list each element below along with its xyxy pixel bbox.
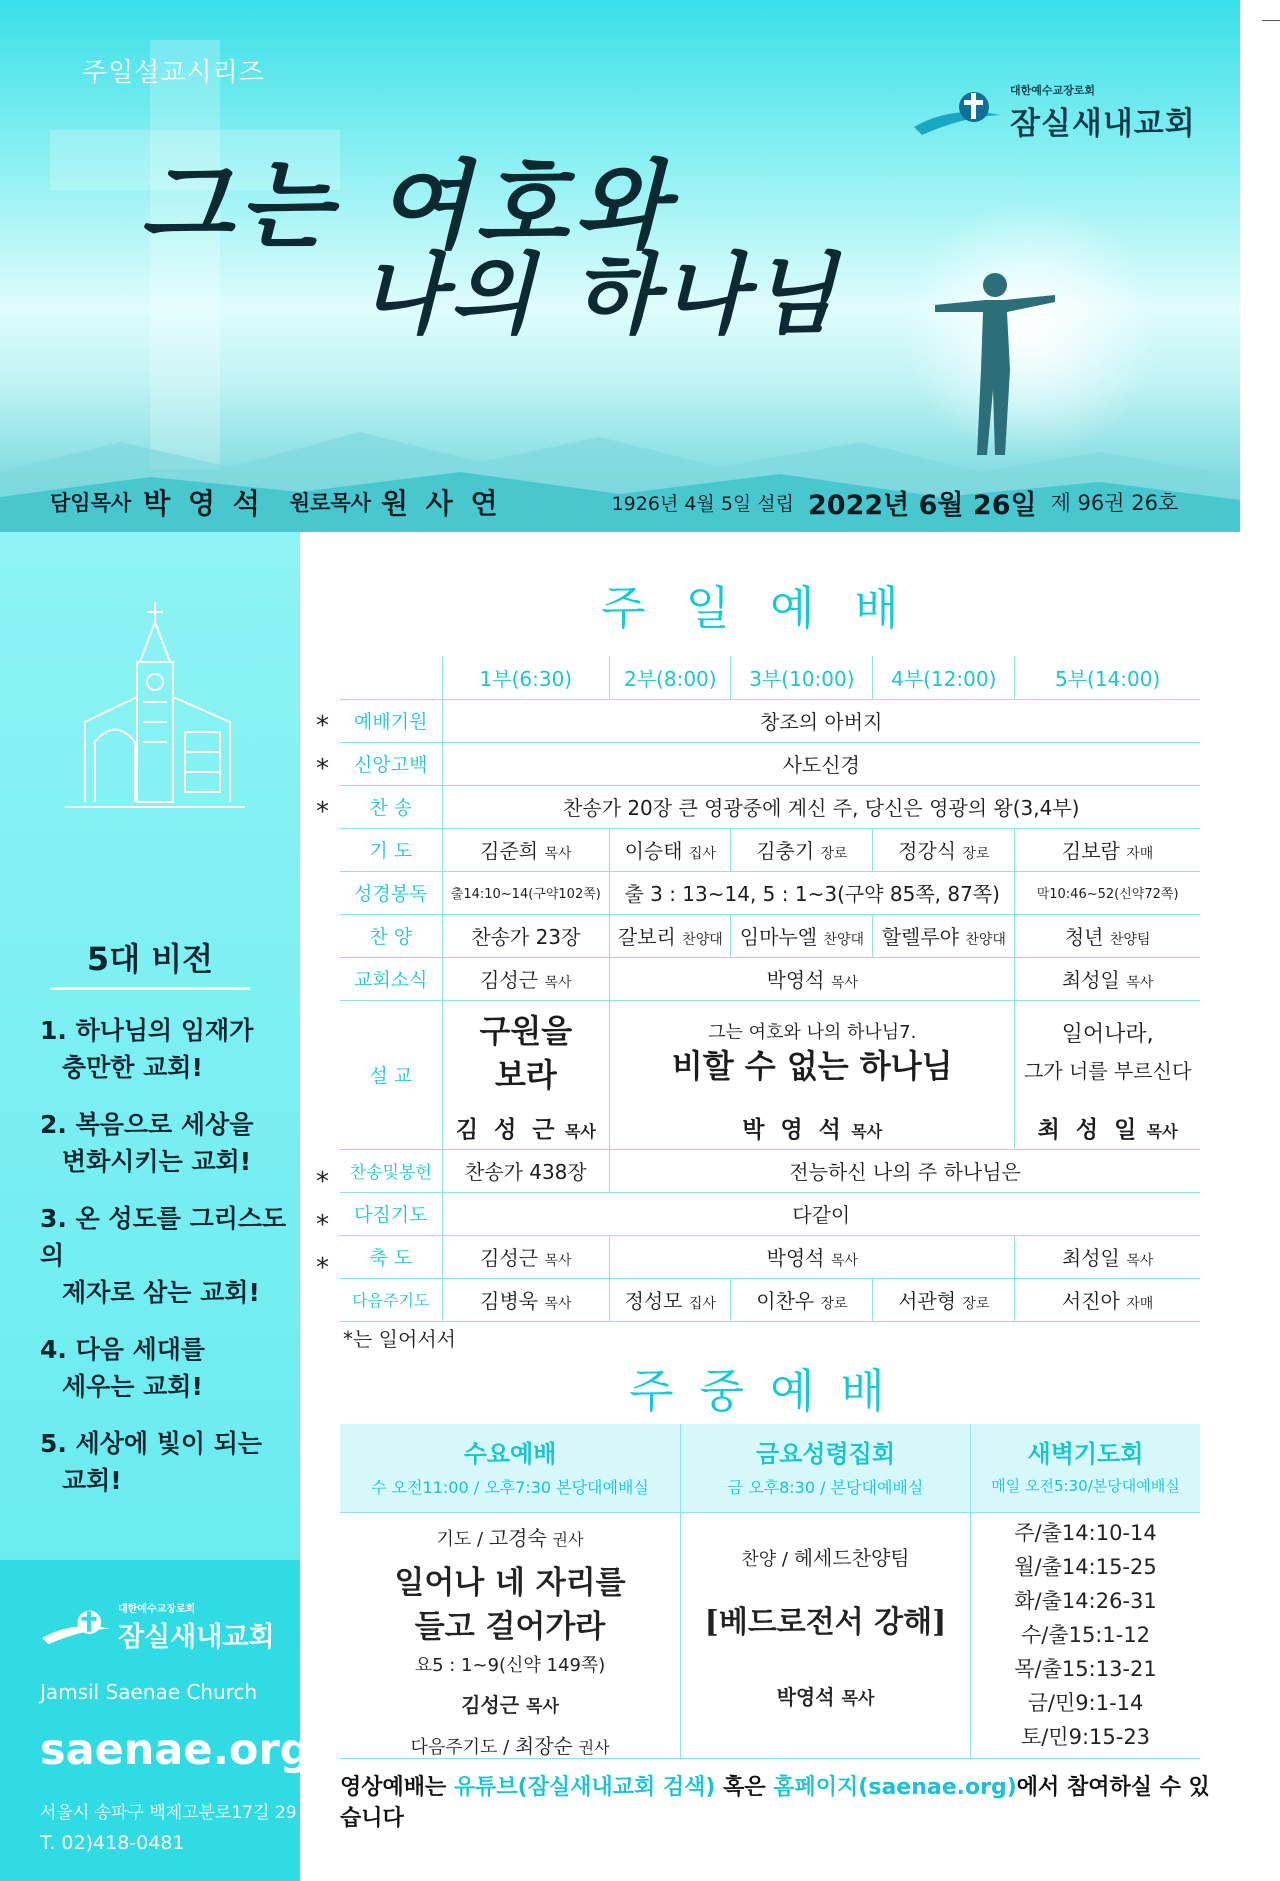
preacher: [1015, 1106, 1200, 1149]
vision-line: 2. 복음으로 세상을: [40, 1110, 254, 1139]
person-name: 서진아: [1061, 1289, 1120, 1313]
table-corner: [340, 656, 442, 699]
preacher-role: 목사: [564, 1121, 596, 1141]
person-name: 고경숙: [488, 1526, 547, 1550]
person-role: 권사: [578, 1738, 610, 1757]
person-name: 김보람: [1061, 839, 1120, 863]
vision-item: [40, 1425, 290, 1499]
prayer-leader: [1015, 828, 1200, 871]
person-name: 김성근: [480, 1246, 539, 1270]
church-phone: T. 02)418-0481: [40, 1832, 185, 1854]
person-role: 장로: [962, 1296, 990, 1312]
bulletin-date: 2022년 6월 26일: [808, 489, 1037, 521]
person-name: 최장순: [514, 1734, 573, 1758]
table-row: [340, 1192, 1200, 1235]
founded-date: 1926년 4월 5일 설립: [611, 492, 795, 515]
person-name: 박영석: [766, 1246, 825, 1270]
table-row: [340, 1235, 1200, 1278]
stand-marker: *: [316, 754, 329, 784]
anthem: [873, 914, 1015, 957]
sermon-series-label: 주일설교시리즈: [82, 58, 265, 88]
service-time: 4부(12:00): [873, 656, 1015, 699]
sermon-title: [베드로전서 강해]: [704, 1605, 947, 1640]
church-logo-icon: [40, 1605, 112, 1649]
stand-marker: *: [316, 711, 329, 741]
prayer-line: [340, 1522, 680, 1551]
sermon-title-1: [442, 1000, 610, 1106]
row-value: 창조의 아버지: [442, 699, 1200, 742]
anthem-group: 찬양대: [823, 932, 864, 948]
person-role: 집사: [688, 1296, 716, 1312]
vision-item: [40, 1106, 290, 1180]
next-prayer-label: 다음주기도 /: [410, 1737, 510, 1758]
service-time: 1부(6:30): [442, 656, 610, 699]
anthem: [442, 914, 610, 957]
person-role: 목사: [544, 975, 572, 991]
header-banner: [0, 0, 1240, 532]
news-presenter: [1015, 957, 1200, 1000]
website-link[interactable]: saenae.org: [40, 1725, 311, 1775]
preacher-role: 목사: [851, 1121, 883, 1141]
person-role: 자매: [1126, 846, 1154, 862]
vision-line: 4. 다음 세대를: [40, 1335, 206, 1364]
row-label: 신앙고백: [340, 742, 442, 785]
series-title-line2: 나의 하나님: [360, 242, 840, 346]
daily-reading: 주/출14:10-14: [1014, 1521, 1157, 1545]
row-label: 축 도: [340, 1235, 442, 1278]
prayer-leader: [731, 828, 873, 871]
stand-marker: *: [316, 797, 329, 827]
sidebar: [0, 532, 311, 1881]
emeritus-pastor-name: 원 사 연: [380, 487, 502, 520]
anthem-name: 청년: [1064, 925, 1104, 949]
service-title: 수요예배: [463, 1440, 557, 1468]
midweek-table: [340, 1424, 1200, 1759]
stand-marker: *: [316, 1167, 329, 1197]
service-time: 3부(10:00): [731, 656, 873, 699]
person-role: 집사: [688, 846, 716, 862]
church-address: 서울시 송파구 백제고분로17길 29: [40, 1803, 297, 1823]
table-row: [340, 785, 1200, 828]
sermon-title-line: 일어나 네 자리를: [394, 1565, 626, 1601]
sermon-title-line: 들고 걸어가라: [414, 1609, 606, 1645]
person-role: 자매: [1126, 1296, 1154, 1312]
service-time: 5부(14:00): [1015, 656, 1200, 699]
daily-reading: 목/출15:13-21: [1014, 1657, 1157, 1681]
person-role: 장로: [962, 846, 990, 862]
person-role: 목사: [830, 975, 858, 991]
scripture: 요5 : 1~9(신약 149쪽): [414, 1655, 606, 1676]
vision-line: 교회!: [62, 1466, 122, 1495]
anthem: [1015, 914, 1200, 957]
anthem-group: 찬양팀: [1109, 932, 1151, 948]
person-name: 최성일: [1061, 968, 1120, 992]
sermon-title-line: 일어나라,: [1061, 1022, 1154, 1048]
person-name: 정성모: [624, 1289, 683, 1313]
church-logo-icon: [912, 85, 1002, 141]
stand-marker: *: [316, 1210, 329, 1240]
person-name: 정강식: [898, 839, 957, 863]
vision-item: [40, 1012, 290, 1086]
sermon-title-main: [610, 1000, 1015, 1106]
praise-line: [681, 1542, 970, 1571]
stand-marker: *: [316, 1253, 329, 1283]
person-name: 김성근: [480, 968, 539, 992]
prayer-leader: [442, 828, 610, 871]
news-presenter: [610, 957, 1015, 1000]
row-value: 다같이: [442, 1192, 1200, 1235]
sermon-title-line: 그가 너를 부르신다: [1023, 1059, 1192, 1084]
vision-title: 5대 비전: [86, 940, 214, 978]
row-label: 설 교: [340, 1000, 442, 1149]
service-times-row: [340, 656, 1200, 699]
anthem-group: 찬양대: [682, 932, 723, 948]
midweek-worship-heading: 주중예배: [629, 1364, 911, 1418]
notice-text: 에서 참여하실 수 있습니다: [340, 1775, 1210, 1831]
scripture-reading: 막10:46~52(신약72쪽): [1015, 871, 1200, 914]
online-worship-notice: [340, 1770, 1220, 1832]
person-role: 목사: [830, 1253, 858, 1269]
service-time: 수 오전11:00 / 오후7:30 본당대예배실: [371, 1478, 649, 1497]
prayer-leader: [873, 828, 1015, 871]
row-label: 찬송및봉헌: [340, 1149, 442, 1192]
row-label: 교회소식: [340, 957, 442, 1000]
scripture-reading: 출14:10~14(구약102쪽): [442, 871, 610, 914]
service-time: 2부(8:00): [610, 656, 731, 699]
anthem-group: 찬양대: [965, 932, 1006, 948]
vision-line: 변화시키는 교회!: [62, 1147, 252, 1176]
news-presenter: [442, 957, 610, 1000]
benediction-leader: [610, 1235, 1015, 1278]
table-row: [340, 957, 1200, 1000]
person-role: 목사: [544, 1253, 572, 1269]
sunday-worship-heading: 주일예배: [601, 581, 939, 635]
person-name: 김준희: [480, 839, 539, 863]
service-time: 금 오후8:30 / 본당대예배실: [727, 1478, 924, 1497]
person-role: 목사: [544, 846, 572, 862]
vision-list: [40, 1012, 290, 1519]
vision-line: 1. 하나님의 임재가: [40, 1016, 254, 1045]
person-role: 권사: [552, 1530, 584, 1549]
row-label: 찬 송: [340, 785, 442, 828]
wednesday-service: [340, 1424, 680, 1759]
sermon-preacher-row: [340, 1106, 1200, 1149]
next-prayer-leader: [610, 1278, 731, 1321]
notice-text: 영상예배는: [340, 1775, 454, 1800]
service-title: 금요성령집회: [755, 1440, 896, 1468]
person-name: 서관형: [898, 1289, 957, 1313]
preacher-name: 최 성 일: [1037, 1116, 1141, 1143]
next-prayer-leader: [1015, 1278, 1200, 1321]
friday-details: [681, 1520, 970, 1710]
anthem: [610, 914, 731, 957]
preacher-role: 목사: [1146, 1121, 1178, 1141]
next-prayer-leader: [442, 1278, 610, 1321]
standing-note: *는 일어서서: [343, 1327, 456, 1351]
vision-item: [40, 1331, 290, 1405]
preacher-name: 박영석: [776, 1685, 835, 1709]
vision-item: [40, 1200, 290, 1311]
anthem: [731, 914, 873, 957]
row-label: 다음주기도: [340, 1278, 442, 1321]
senior-pastor-name: 박 영 석: [143, 487, 264, 520]
emeritus-pastor-label: 원로목사: [289, 491, 371, 515]
prayer-leader: [610, 828, 731, 871]
scripture-reading: 출 3 : 13~14, 5 : 1~3(구약 85쪽, 87쪽): [610, 871, 1015, 914]
person-name: 박영석: [766, 968, 825, 992]
vision-line: 세우는 교회!: [62, 1372, 203, 1401]
next-prayer-line: [340, 1730, 680, 1759]
daily-reading: 화/출14:26-31: [1014, 1589, 1157, 1613]
sermon-title-5: [1015, 1000, 1200, 1106]
daily-reading: 금/민9:1-14: [1027, 1691, 1144, 1715]
prayer-label: 기도 /: [436, 1529, 484, 1550]
table-row: [340, 914, 1200, 957]
row-label: 기 도: [340, 828, 442, 871]
row-value: 사도신경: [442, 742, 1200, 785]
notice-text: 혹은: [715, 1775, 774, 1800]
preacher-name: 김성근: [461, 1693, 520, 1717]
church-name: 잠실새내교회: [1010, 106, 1196, 142]
table-row: [340, 699, 1200, 742]
person-role: 목사: [1126, 975, 1154, 991]
vision-divider: [50, 987, 250, 990]
offering-song: 전능하신 나의 주 하나님은: [610, 1149, 1200, 1192]
person-role: 장로: [820, 1296, 848, 1312]
series-title-line1: 그는 여호와: [140, 149, 674, 262]
preacher: [340, 1689, 680, 1718]
preacher-role: 목사: [526, 1697, 559, 1717]
person-role: 목사: [544, 1296, 572, 1312]
volume-number: 제 96권 26호: [1050, 491, 1179, 515]
person-role: 목사: [1126, 1253, 1154, 1269]
person-name: 이승태: [624, 839, 683, 863]
church-building-drawing: [55, 602, 255, 822]
homepage-link[interactable]: 홈페이지(saenae.org): [773, 1775, 1017, 1800]
sunday-order-table: [340, 656, 1200, 1322]
contact-panel: [0, 1560, 311, 1881]
friday-service: [680, 1424, 970, 1759]
row-label: 성경봉독: [340, 871, 442, 914]
preacher: [610, 1106, 1015, 1149]
youtube-link[interactable]: 유튜브(잠실새내교회 검색): [453, 1775, 716, 1800]
church-logo: [912, 82, 1196, 143]
person-silhouette: [935, 250, 1055, 460]
preacher: [442, 1106, 610, 1149]
table-row: [340, 871, 1200, 914]
anthem-name: 임마누엘: [739, 925, 818, 949]
table-row: [340, 1278, 1200, 1321]
sermon-title-line: 비할 수 없는 하나님: [671, 1047, 953, 1086]
row-label: 예배기원: [340, 699, 442, 742]
anthem-name: 찬송가 23장: [471, 925, 581, 949]
anthem-name: 할렐루야: [881, 925, 959, 949]
daily-reading: 수/출15:1-12: [1020, 1623, 1151, 1647]
next-prayer-leader: [731, 1278, 873, 1321]
preacher-name: 김 성 근: [455, 1116, 559, 1143]
vision-line: 3. 온 성도를 그리스도의: [40, 1204, 287, 1270]
service-title: 새벽기도회: [1027, 1440, 1144, 1468]
daily-reading: 토/민9:15-23: [1020, 1725, 1151, 1749]
church-name-english: Jamsil Saenae Church: [40, 1680, 258, 1704]
vision-line: 제자로 삼는 교회!: [62, 1278, 260, 1307]
anthem-name: 갈보리: [617, 925, 676, 949]
row-value: 찬송가 20장 큰 영광중에 계신 주, 당신은 영광의 왕(3,4부): [442, 785, 1200, 828]
preacher: [681, 1681, 970, 1710]
dawn-service: [970, 1424, 1200, 1759]
church-logo-small: [40, 1600, 275, 1654]
sermon-title-line: 구원을: [479, 1012, 573, 1051]
vision-line: 충만한 교회!: [62, 1053, 203, 1082]
person-name: 김충기: [756, 839, 815, 863]
pastor-info-bar: [0, 472, 1240, 532]
person-role: 장로: [820, 846, 848, 862]
church-name: 잠실새내교회: [118, 1622, 275, 1653]
benediction-leader: [1015, 1235, 1200, 1278]
offering-hymn: 찬송가 438장: [442, 1149, 610, 1192]
denomination-label: 대한예수교장로회: [118, 1604, 196, 1615]
preacher-name: 박 영 석: [742, 1116, 845, 1143]
table-row: [340, 742, 1200, 785]
praise-label: 찬양 /: [741, 1549, 788, 1570]
wednesday-details: [340, 1520, 680, 1759]
dawn-readings: [971, 1516, 1200, 1754]
praise-team: 헤세드찬양팀: [793, 1546, 910, 1570]
vision-line: 5. 세상에 빛이 되는: [40, 1429, 263, 1458]
daily-reading: 월/출14:15-25: [1014, 1555, 1157, 1579]
row-label: 찬 양: [340, 914, 442, 957]
sermon-row: [340, 1000, 1200, 1106]
senior-pastor-label: 담임목사: [50, 491, 132, 515]
next-prayer-leader: [873, 1278, 1015, 1321]
sermon-title-line: 보라: [494, 1056, 557, 1095]
person-name: 이찬우: [756, 1289, 815, 1313]
crop-mark: [1262, 20, 1280, 21]
sermon-series: 그는 여호와 나의 하나님7.: [708, 1022, 917, 1044]
person-name: 최성일: [1061, 1246, 1120, 1270]
table-row: [340, 828, 1200, 871]
person-name: 김병욱: [480, 1289, 539, 1313]
service-time: 매일 오전5:30/본당대예배실: [991, 1477, 1180, 1495]
preacher-role: 목사: [841, 1689, 875, 1709]
table-row: [340, 1149, 1200, 1192]
row-label: 다짐기도: [340, 1192, 442, 1235]
benediction-leader: [442, 1235, 610, 1278]
denomination-label: 대한예수교장로회: [1010, 84, 1096, 97]
